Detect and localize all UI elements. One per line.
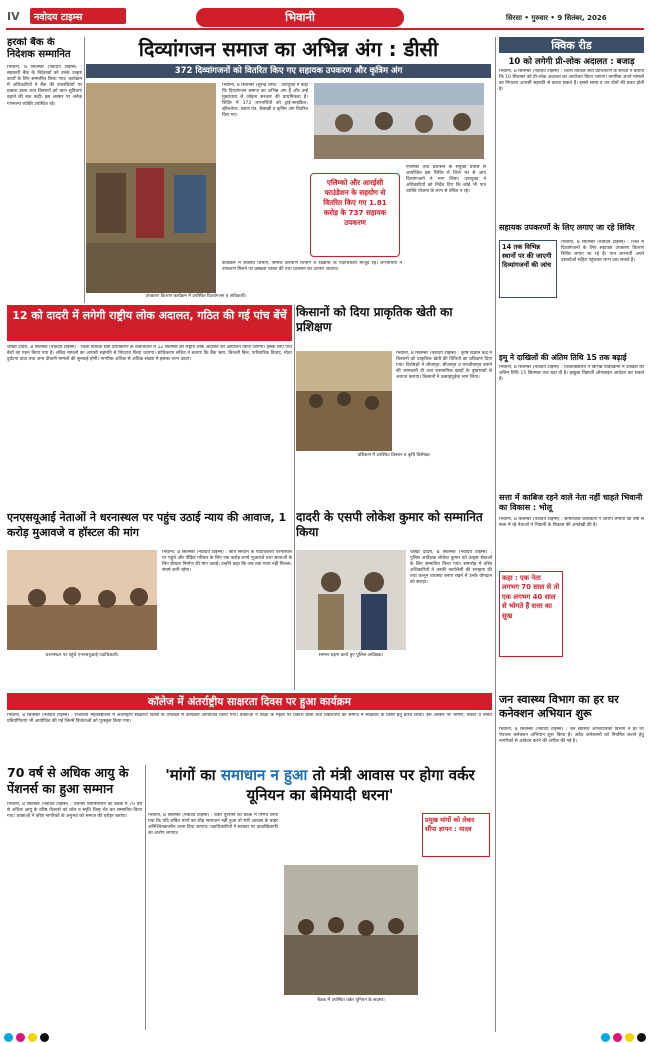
sidebar-s5-body: भिवानी, 8 सितम्बर (नवोदय टाइम्स) : जन स्वास्थ्य अभियांत्रिकी विभाग ने हर घर पेयजल कनेक्शन अभियान शुरू किया है। अवैध कनेक्शनों को नियमित कराने हेतु नागरिकों से आवेदन करने की अपील की गई है।	[499, 727, 644, 745]
nsui-photo-caption: धरनास्थल पर पहुंचे एनएसयूआई पदाधिकारी।	[45, 653, 119, 658]
lead-photo-image	[86, 83, 216, 293]
yellow-mark	[625, 1033, 634, 1042]
story-body: भिवानी, 8 सितम्बर (नवोदय टाइम्स) : सहकारी बैंक के निदेशकों को उनके उत्कृष्ट कार्यों के लिए सम्मानित किया गया। कार्यक्रम में अधिकारियों ने बैंक की उपलब्धियों पर प्रकाश डाला तथा किसानों को ऋण सुविधाएं बढ़ाने की बात कही। इस अवसर पर अनेक गणमान्य व्यक्ति उपस्थित रहे।	[7, 65, 82, 107]
worker-box	[422, 813, 490, 857]
lead-photo-2	[314, 83, 484, 159]
worker-photo-image	[284, 865, 418, 995]
worker-headline-highlight: समाधान न हुआ	[220, 766, 308, 784]
story-headline: हरको बैंक के निदेशक सम्मानित	[7, 37, 71, 60]
column-rule	[84, 37, 85, 303]
sidebar-s3-headline: इमू ने दाखिलों की अंतिम तिथि 15 तक बढ़ाई	[499, 353, 627, 362]
sidebar-s3-body: भिवानी, 8 सितम्बर (नवोदय टाइम्स) : विश्वविद्यालय ने विभिन्न पाठ्यक्रमों में दाखिले की अंतिम तिथि 15 सितम्बर तक बढ़ा दी है। इच्छुक विद्यार्थी ऑनलाइन आवेदन कर सकते हैं।	[499, 365, 644, 383]
sp-dadri-photo-image	[296, 550, 406, 650]
page-number: IV	[7, 10, 20, 23]
sidebar-s1-headline: 10 को लगेगी प्री-लोक अदालत : बजाड़	[508, 57, 635, 67]
column-rule	[294, 305, 295, 690]
lead-body-3: कार्यक्रम में स्वास्थ्य विभाग, समाज कल्याण विभाग व रेडक्रॉस के पदाधिकारी मौजूद रहे। लाभार्थियों ने उपकरण मिलने पर प्रसन्नता व्यक्त की तथा प्रशासन का आभार जताया।	[222, 261, 402, 273]
yellow-mark	[28, 1033, 37, 1042]
lead-photo-caption: उपकरण वितरण कार्यक्रम में उपस्थित दिव्यांगजन व अधिकारी।	[145, 294, 247, 299]
story-worker-union	[148, 765, 492, 1030]
story-kisan	[296, 305, 492, 505]
story-college	[7, 693, 492, 761]
lead-photo-2-image	[314, 83, 484, 159]
pensioners-body: भिवानी, 8 सितम्बर (नवोदय टाइम्स) : पेंशनर्स एसोसिएशन की बैठक में 70 वर्ष से अधिक आयु के वरिष्ठ पेंशनर्स को शॉल व स्मृति चिन्ह भेंट कर सम्मानित किया गया। वक्ताओं ने वरिष्ठ नागरिकों के अनुभव को समाज की धरोहर बताया।	[7, 802, 142, 820]
sidebar	[499, 37, 644, 1032]
college-body: भिवानी, 8 सितम्बर (नवोदय टाइम्स) : राजकीय महाविद्यालय में अंतर्राष्ट्रीय साक्षरता दिवस के उपलक्ष्य में कार्यक्रम आयोजित किया गया। वक्ताओं ने शिक्षा के महत्व पर प्रकाश डाला तथा विद्यार्थियों को समाज में साक्षरता के प्रसार हेतु प्रेरित किया। इस अवसर पर भाषण, पोस्टर व निबंध प्रतियोगिताएं भी आयोजित की गईं जिनमें विजेताओं को पुरस्कृत किया गया।	[7, 713, 492, 725]
magenta-mark	[16, 1033, 25, 1042]
sidebar-s1-body: भिवानी, 8 सितम्बर (नवोदय टाइम्स) : जिला विधिक सेवा प्राधिकरण के सचिव ने बताया कि 10 सितम्बर को प्री-लोक अदालत का आयोजन किया जाएगा। नागरिक अपने मामलों का निपटारा आपसी सहमति से करवा सकते हैं। इससे समय व धन दोनों की बचत होती है।	[499, 69, 644, 93]
story-pensioners	[7, 765, 142, 1030]
lok-adalat-headline-bar	[7, 305, 292, 341]
lead-subheadline-bar	[86, 64, 491, 78]
column-rule	[495, 37, 496, 1032]
nsui-photo	[7, 550, 157, 650]
cyan-mark	[4, 1033, 13, 1042]
sidebar-s4-box-text: कहा : एक नेता लगभग 70 साल से तो एक लगभग 40 साल से भोगते हैं सत्ता का सुख	[502, 574, 560, 620]
kisan-photo	[296, 351, 392, 451]
brand-name: नवोदय टाइम्स	[34, 12, 83, 23]
sp-dadri-photo	[296, 550, 406, 650]
magenta-mark	[613, 1033, 622, 1042]
kisan-headline: किसानों को दिया प्राकृतिक खेती का प्रशिक्षण	[296, 305, 453, 334]
kisan-body: भिवानी, 8 सितम्बर (नवोदय टाइम्स) : कृषि विज्ञान केंद्र में किसानों को प्राकृतिक खेती की विधियों का प्रशिक्षण दिया गया। विशेषज्ञों ने जीवामृत, बीजामृत व घनजीवामृत बनाने की जानकारी दी तथा रासायनिक खादों के दुष्प्रभावों से अवगत कराया। किसानों ने उत्साहपूर्वक भाग लिया।	[396, 351, 492, 381]
lok-adalat-headline: 12 को दादरी में लगेगी राष्ट्रीय लोक अदालत, गठित की गई पांच बेंचें	[12, 309, 287, 322]
sp-dadri-body: चरखी दादरी, 8 सितम्बर (नवोदय टाइम्स) : पुलिस अधीक्षक लोकेश कुमार को उत्कृष्ट सेवाओं के लिए सम्मानित किया गया। समारोह में वरिष्ठ अधिकारियों ने उनकी कार्यशैली की सराहना की तथा कानून व्यवस्था बनाए रखने में उनके योगदान को सराहा।	[410, 550, 492, 586]
sp-dadri-headline: दादरी के एसपी लोकेश कुमार को सम्मानित किया	[296, 510, 483, 539]
sidebar-title-bar	[499, 37, 644, 53]
masthead-rule	[6, 28, 644, 30]
sidebar-s4-body-extra	[567, 571, 644, 691]
lead-subheadline: 372 दिव्यांगजनों को वितरित किए गए सहायक उपकरण और कृत्रिम अंग	[174, 66, 403, 76]
lead-body-1: भिवानी, 8 सितम्बर (सुरेन्द्र शर्मा) : उपायुक्त ने कहा कि दिव्यांगजन समाज का अभिन्न अंग हैं और उन्हें मुख्यधारा से जोड़ना सरकार की प्राथमिकता है। शिविर में 372 लाभार्थियों को ट्राई-साइकिल, व्हीलचेयर, श्रवण यंत्र, बैसाखी व कृत्रिम अंग वितरित किए गए।	[222, 83, 308, 119]
sidebar-s4-body: भिवानी, 8 सितम्बर (नवोदय टाइम्स) : सामाजिक कार्यकर्ता ने आरोप लगाया कि वर्षों से सत्ता में रहे नेताओं ने भिवानी के विकास की अनदेखी की है।	[499, 517, 644, 529]
nsui-photo-image	[7, 550, 157, 650]
sidebar-s3-box-text: 14 तक विभिन्न स्थानों पर की जाएगी दिव्यांगजनों की जांच	[502, 243, 552, 269]
alimco-box	[310, 173, 400, 257]
kisan-photo-caption: प्रशिक्षण में उपस्थित किसान व कृषि विशेषज्ञ।	[357, 453, 431, 458]
story-lok-adalat	[7, 305, 292, 505]
lok-adalat-body: चरखी दादरी, 8 सितम्बर (नवोदय टाइम्स) : जिला विधिक सेवा प्राधिकरण के तत्वावधान में 12 सितम्बर को राष्ट्रीय लोक अदालत का आयोजन किया जाएगा। इसके लिए पांच बेंचों का गठन किया गया है। लंबित मामलों का आपसी सहमति से निपटारा किया जाएगा। प्राधिकरण सचिव ने बताया कि बैंक ऋण, बिजली बिल, पारिवारिक विवाद, मोटर दुर्घटना दावा तथा अन्य दीवानी मामलों की सुनवाई होगी। नागरिक अधिक से अधिक संख्या में इसका लाभ उठाएं।	[7, 345, 292, 363]
sidebar-s3-box	[499, 240, 557, 298]
alimco-box-text: एलिम्को और आरईसी फाउंडेशन के सहयोग से वितरित किए गए 1.81 करोड़ के 737 सहायक उपकरण	[323, 178, 387, 227]
sidebar-s2-headline: सहायक उपकरणों के लिए लगाए जा रहे शिविर	[499, 223, 635, 232]
black-mark	[637, 1033, 646, 1042]
black-mark	[40, 1033, 49, 1042]
nsui-body: भिवानी, 8 सितम्बर (नवोदय टाइम्स) : छात्र संगठन के पदाधिकारी धरनास्थल पर पहुंचे और पीड़ित परिवार के लिए एक करोड़ रुपये मुआवजे तथा छात्राओं के लिए हॉस्टल निर्माण की मांग उठाई। उन्होंने कहा कि जब तक न्याय नहीं मिलता, संघर्ष जारी रहेगा।	[162, 550, 292, 574]
story-nsui	[7, 510, 292, 690]
worker-headline-pre: 'मांगों का	[165, 766, 221, 784]
college-headline-bar	[7, 693, 492, 710]
worker-photo	[284, 865, 418, 995]
lead-body-2: एलिम्को तथा प्रशासन के संयुक्त प्रयास से आयोजित इस शिविर में जिले भर से आए दिव्यांगजनों ने भाग लिया। उपायुक्त ने अधिकारियों को निर्देश दिए कि कोई भी पात्र व्यक्ति योजना के लाभ से वंचित न रहे।	[406, 165, 486, 195]
sidebar-s4-headline: सत्ता में काबिज रहने वाले नेता नहीं चाहते भिवानी का विकास : भोलू	[499, 493, 643, 512]
sidebar-title: क्विक रीड	[551, 39, 592, 52]
sidebar-s2-body: भिवानी, 8 सितम्बर (नवोदय टाइम्स) : जिले में दिव्यांगजनों के लिए सहायक उपकरण वितरण शिविर लगाए जा रहे हैं। पात्र लाभार्थी अपने दस्तावेजों सहित पहुंचकर लाभ उठा सकते हैं।	[561, 240, 644, 264]
sp-dadri-photo-caption: सम्मान ग्रहण करते हुए पुलिस अधीक्षक।	[318, 653, 384, 658]
print-registration-marks	[0, 1032, 650, 1043]
sidebar-s4-box	[499, 571, 563, 657]
lead-headline: दिव्यांगजन समाज का अभिन्न अंग : डीसी	[138, 37, 439, 61]
worker-body: भिवानी, 8 सितम्बर (नवोदय टाइम्स) : वर्कर यूनियन की बैठक में निर्णय लिया गया कि यदि लंबित मांगों का शीघ्र समाधान नहीं हुआ तो मंत्री आवास के बाहर अनिश्चितकालीन धरना दिया जाएगा। पदाधिकारियों ने सरकार पर वादाखिलाफी का आरोप लगाया।	[148, 813, 278, 837]
worker-box-text: प्रमुख मांगों को लेकर सौंपा ज्ञापन : यादव	[425, 816, 475, 833]
column-rule	[145, 765, 146, 1030]
story-sp-dadri	[296, 510, 492, 690]
worker-photo-caption: बैठक में उपस्थित वर्कर यूनियन के सदस्य।	[317, 998, 385, 1003]
section-title: भिवानी	[285, 10, 315, 24]
masthead	[0, 0, 650, 30]
nsui-headline: एनएसयूआई नेताओं ने धरनास्थल पर पहुंच उठाई न्याय की आवाज, 1 करोड़ मुआवजे व हॉस्टल की मांग	[7, 511, 287, 539]
section-banner	[196, 8, 404, 27]
cyan-mark	[601, 1033, 610, 1042]
lead-story	[86, 37, 491, 299]
lead-photo	[86, 83, 216, 293]
worker-headline-post: तो मंत्री आवास पर होगा वर्कर यूनियन का बेमियादी धरना'	[246, 766, 475, 804]
sidebar-s5-headline: जन स्वास्थ्य विभाग का हर घर कनेक्शन अभियान शुरू	[499, 693, 619, 720]
brand-logo	[30, 8, 126, 24]
kisan-photo-image	[296, 351, 392, 451]
story-harco	[7, 37, 82, 305]
dateline: सिरसा • गुरुवार • 9 सितंबर, 2026	[506, 14, 607, 22]
pensioners-headline: 70 वर्ष से अधिक आयु के पेंशनर्स का हुआ सम्मान	[7, 765, 129, 796]
worker-headline	[148, 765, 492, 805]
college-headline: कॉलेज में अंतर्राष्ट्रीय साक्षरता दिवस पर हुआ कार्यक्रम	[148, 696, 351, 708]
